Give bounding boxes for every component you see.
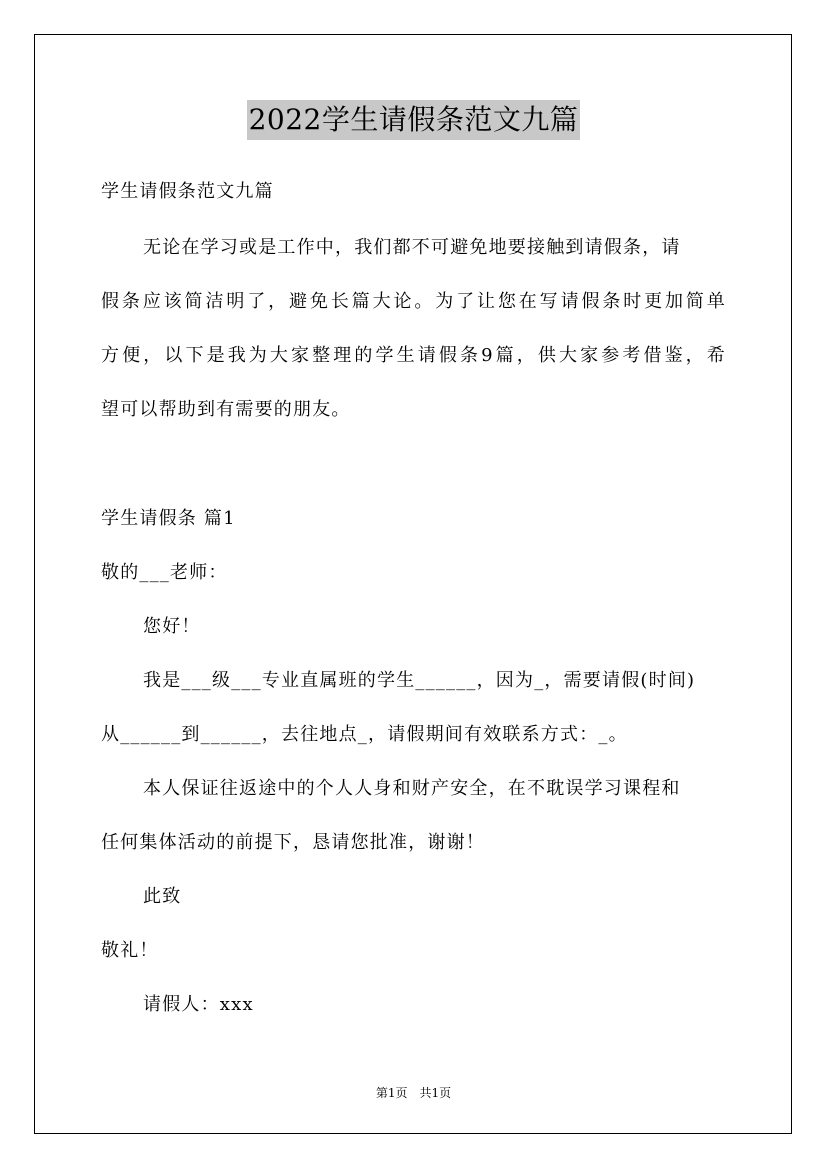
greeting: 您好！: [143, 616, 201, 637]
section-heading: 学生请假条 篇1: [101, 508, 236, 529]
body-line-1: 我是___级___专业直属班的学生______，因为_，需要请假(时间): [143, 670, 696, 691]
intro-line-2: 假条应该简洁明了，避免长篇大论。为了让您在写请假条时更加简单: [101, 291, 726, 312]
intro-line-1: 无论在学习或是工作中，我们都不可避免地要接触到请假条，请: [143, 237, 681, 258]
body-line-3: 本人保证往返途中的个人人身和财产安全，在不耽误学习课程和: [143, 778, 681, 799]
title-container: [0, 100, 827, 140]
salutation: 敬的___老师：: [101, 562, 228, 583]
signature: 请假人：xxx: [143, 994, 254, 1015]
document-subtitle: 学生请假条范文九篇: [101, 181, 274, 202]
closing-jing-li: 敬礼！: [101, 940, 159, 961]
closing-ci-zhi: 此致: [143, 886, 182, 907]
document-title: 2022学生请假条范文九篇: [247, 100, 581, 140]
page-footer: 第1页 共1页: [375, 1086, 452, 1100]
intro-line-3: 方便，以下是我为大家整理的学生请假条9篇，供大家参考借鉴，希: [101, 345, 726, 366]
body-line-2: 从______到______，去往地点_，请假期间有效联系方式：_。: [101, 724, 628, 745]
body-line-4: 任何集体活动的前提下，恳请您批准，谢谢！: [101, 832, 485, 853]
intro-line-4: 望可以帮助到有需要的朋友。: [101, 399, 351, 420]
